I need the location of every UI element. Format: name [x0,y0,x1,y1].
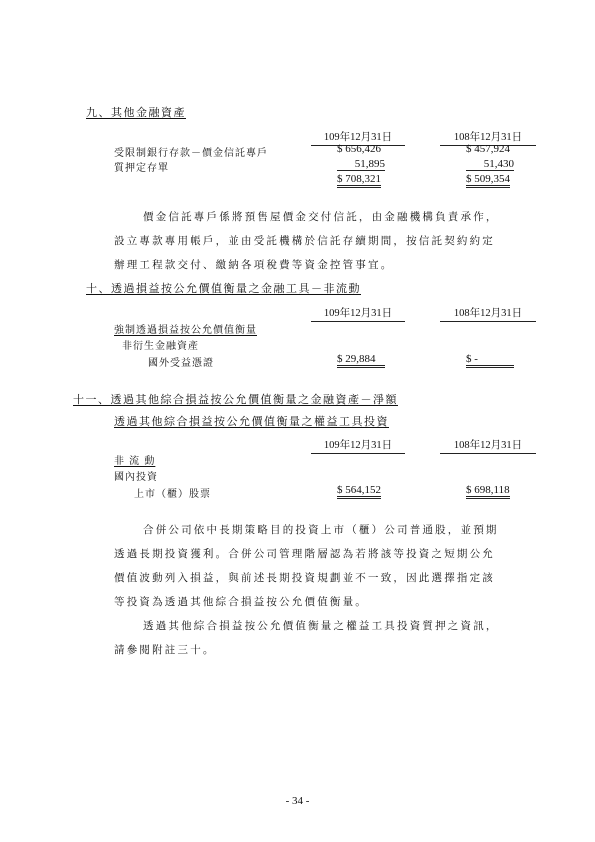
s10-value-108: $ - [466,353,514,368]
s9-col-108: 108年12月31日 [440,129,536,146]
s9-col-109: 109年12月31日 [311,129,405,146]
s9-paragraph-line-1: 價金信託專戶係將預售屋價金交付信託，由金融機構負責承作， [143,211,499,223]
s9-row-restricted-deposit-108: $ 457,924 [466,143,510,155]
s9-paragraph-line-2: 設立專款專用帳戶，並由受託機構於信託存續期間，按信託契約約定 [114,235,495,247]
s11-label-domestic: 國內投資 [114,472,158,483]
s11-col-109: 109年12月31日 [311,437,405,454]
section-10-heading: 十、透過損益按公允價值衡量之金融工具－非流動 [86,282,361,295]
s11-label-listed-stocks: 上市（櫃）股票 [134,489,211,500]
s9-paragraph-line-3: 辦理工程款交付、繳納各項稅費等資金控管事宜。 [114,259,394,271]
s9-row-pledged-cd-109: 51,895 [337,158,385,171]
s10-label-foreign-beneficiary-cert: 國外受益憑證 [148,358,214,369]
s10-label-mandatory-fvtpl: 強制透過損益按公允價值衡量 [114,325,257,336]
s11-col-108: 108年12月31日 [440,437,536,454]
s9-total-108: $ 509,354 [466,173,510,188]
s11-paragraph-2-line-1: 透過其他綜合損益按公允價值衡量之權益工具投資質押之資訊， [143,620,499,632]
s11-paragraph-1-line-1: 合併公司依中長期策略目的投資上市（櫃）公司普通股，並預期 [143,524,499,536]
s10-label-non-derivative: 非衍生金融資產 [122,341,199,352]
s11-paragraph-1-line-2: 透過長期投資獲利。合併公司管理階層認為若將該等投資之短期公允 [114,548,495,560]
s9-row-pledged-cd-label: 質押定存單 [114,163,169,174]
s11-value-109: $ 564,152 [337,484,381,499]
s10-value-109: $ 29,884 [337,353,385,368]
s9-row-pledged-cd-108: 51,430 [466,158,514,171]
s11-paragraph-1-line-3: 價值波動列入損益，與前述長期投資規劃並不一致，因此選擇指定該 [114,572,495,584]
section-11-subheading: 透過其他綜合損益按公允價值衡量之權益工具投資 [114,415,389,428]
s9-total-109: $ 708,321 [337,173,381,188]
s11-paragraph-1-line-4: 等投資為透過其他綜合損益按公允價值衡量。 [114,596,368,608]
s9-row-restricted-deposit-109: $ 656,426 [337,143,381,155]
s9-row-restricted-deposit-label: 受限制銀行存款－價金信託專戶 [114,148,268,159]
section-11-heading: 十一、透過其他綜合損益按公允價值衡量之金融資產－淨額 [73,393,398,406]
s10-col-109: 109年12月31日 [311,305,405,322]
page-number: - 34 - [285,795,310,807]
section-9-heading: 九、其他金融資產 [86,106,186,119]
s10-col-108: 108年12月31日 [440,305,536,322]
s11-value-108: $ 698,118 [466,484,510,499]
s11-paragraph-2-line-2: 請參閱附註三十。 [114,644,216,656]
s11-label-non-current: 非 流 動 [114,456,156,467]
